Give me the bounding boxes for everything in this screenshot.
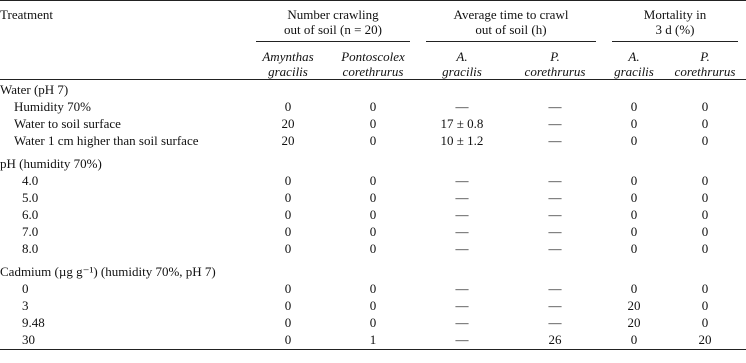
cell: 0 <box>284 173 292 188</box>
cell: 0 <box>369 224 377 239</box>
section-title: pH (humidity 70%) <box>0 156 102 171</box>
table-row <box>0 315 746 332</box>
table-body <box>0 80 746 350</box>
cell: 0 <box>630 241 638 256</box>
row-label: 5.0 <box>22 190 39 205</box>
table-row <box>0 190 746 207</box>
section-title-row <box>0 154 746 173</box>
cell: 0 <box>701 241 709 256</box>
species-header: P. corethrurus <box>524 49 586 79</box>
cell: 0 <box>630 190 638 205</box>
cell: 0 <box>284 190 292 205</box>
cell: 0 <box>284 298 292 313</box>
cell: 0 <box>284 241 292 256</box>
row-label: 4.0 <box>22 173 39 188</box>
cell: 0 <box>284 315 292 330</box>
cell: — <box>548 173 562 188</box>
cell: — <box>455 224 469 239</box>
cell: 0 <box>701 190 709 205</box>
cell: 0 <box>701 207 709 222</box>
row-label: 3 <box>22 298 29 313</box>
cell: 0 <box>630 116 638 131</box>
table-row <box>0 207 746 224</box>
cell: 10 ± 1.2 <box>440 133 484 148</box>
table-row <box>0 281 746 298</box>
group-underline <box>612 41 738 42</box>
table-row <box>0 116 746 133</box>
cell: 0 <box>369 99 377 114</box>
cell: — <box>455 281 469 296</box>
cell: 0 <box>369 190 377 205</box>
species-header: A. gracilis <box>614 49 654 79</box>
section-title: Water (pH 7) <box>0 82 69 97</box>
table-row <box>0 298 746 315</box>
group-underline <box>256 41 410 42</box>
cell: 0 <box>284 332 292 347</box>
table-row <box>0 241 746 258</box>
cell: 0 <box>701 315 709 330</box>
cell: 0 <box>701 116 709 131</box>
row-label: Water to soil surface <box>14 116 121 131</box>
table-row <box>0 133 746 150</box>
blank-cell <box>0 43 248 80</box>
cell: 0 <box>630 207 638 222</box>
cell: 0 <box>701 281 709 296</box>
cell: — <box>548 99 562 114</box>
cell: — <box>455 241 469 256</box>
row-label: Water 1 cm higher than soil surface <box>14 133 199 148</box>
section-title-row <box>0 262 746 281</box>
row-label: 7.0 <box>22 224 39 239</box>
cell: 0 <box>701 99 709 114</box>
cell: 0 <box>630 133 638 148</box>
cell: 0 <box>630 332 638 347</box>
cell: 0 <box>369 281 377 296</box>
cell: — <box>548 241 562 256</box>
cell: — <box>455 173 469 188</box>
cell: 0 <box>630 173 638 188</box>
time-group-header: Average time to crawl out of soil (h) <box>418 1 604 44</box>
cell: 0 <box>284 99 292 114</box>
row-label: 9.48 <box>22 315 45 330</box>
cell: 0 <box>701 173 709 188</box>
cell: — <box>455 190 469 205</box>
cell: 17 ± 0.8 <box>440 116 484 131</box>
cell: 20 <box>627 315 641 330</box>
table-row <box>0 224 746 241</box>
cell: — <box>455 332 469 347</box>
species-header: P. corethrurus <box>674 49 736 79</box>
cell: 20 <box>698 332 712 347</box>
species-header: Pontoscolex corethrurus <box>341 49 405 79</box>
cell: 20 <box>281 116 295 131</box>
cell: 0 <box>630 224 638 239</box>
cell: 1 <box>369 332 377 347</box>
section-title-row <box>0 80 746 100</box>
cell: 26 <box>548 332 562 347</box>
header-group-row <box>0 1 746 44</box>
species-header: A. gracilis <box>442 49 482 79</box>
group-underline <box>426 41 596 42</box>
cell: — <box>455 99 469 114</box>
cell: 20 <box>627 298 641 313</box>
cell: 0 <box>369 116 377 131</box>
row-label: 30 <box>22 332 35 347</box>
table-row <box>0 173 746 190</box>
cell: — <box>548 133 562 148</box>
header-species-row <box>0 43 746 80</box>
table-header <box>0 1 746 80</box>
cell: 0 <box>284 281 292 296</box>
cell: — <box>548 207 562 222</box>
table-row <box>0 99 746 116</box>
cell: — <box>548 224 562 239</box>
cell: — <box>548 298 562 313</box>
cell: — <box>548 281 562 296</box>
cell: 0 <box>284 207 292 222</box>
treatment-header: Treatment <box>0 7 53 22</box>
mortality-group-header: Mortality in 3 d (%) <box>604 1 746 44</box>
cell: 0 <box>630 281 638 296</box>
cell: 0 <box>701 224 709 239</box>
crawling-group-header: Number crawling out of soil (n = 20) <box>248 1 418 44</box>
cell: 0 <box>369 207 377 222</box>
row-label: 6.0 <box>22 207 39 222</box>
cell: — <box>548 116 562 131</box>
cell: — <box>455 298 469 313</box>
cell: 0 <box>369 315 377 330</box>
cell: — <box>548 315 562 330</box>
row-label: 8.0 <box>22 241 39 256</box>
cell: 20 <box>281 133 295 148</box>
section-title: Cadmium (µg g⁻¹) (humidity 70%, pH 7) <box>0 264 216 279</box>
cell: 0 <box>701 133 709 148</box>
cell: — <box>455 207 469 222</box>
cell: 0 <box>630 99 638 114</box>
cell: 0 <box>284 224 292 239</box>
cell: — <box>548 190 562 205</box>
cell: 0 <box>369 173 377 188</box>
row-label: 0 <box>22 281 29 296</box>
cell: 0 <box>369 298 377 313</box>
cell: 0 <box>369 241 377 256</box>
species-header: Amynthas gracilis <box>262 49 314 79</box>
cell: 0 <box>369 133 377 148</box>
cell: 0 <box>701 298 709 313</box>
cell: — <box>455 315 469 330</box>
row-label: Humidity 70% <box>14 99 91 114</box>
table-row <box>0 332 746 350</box>
